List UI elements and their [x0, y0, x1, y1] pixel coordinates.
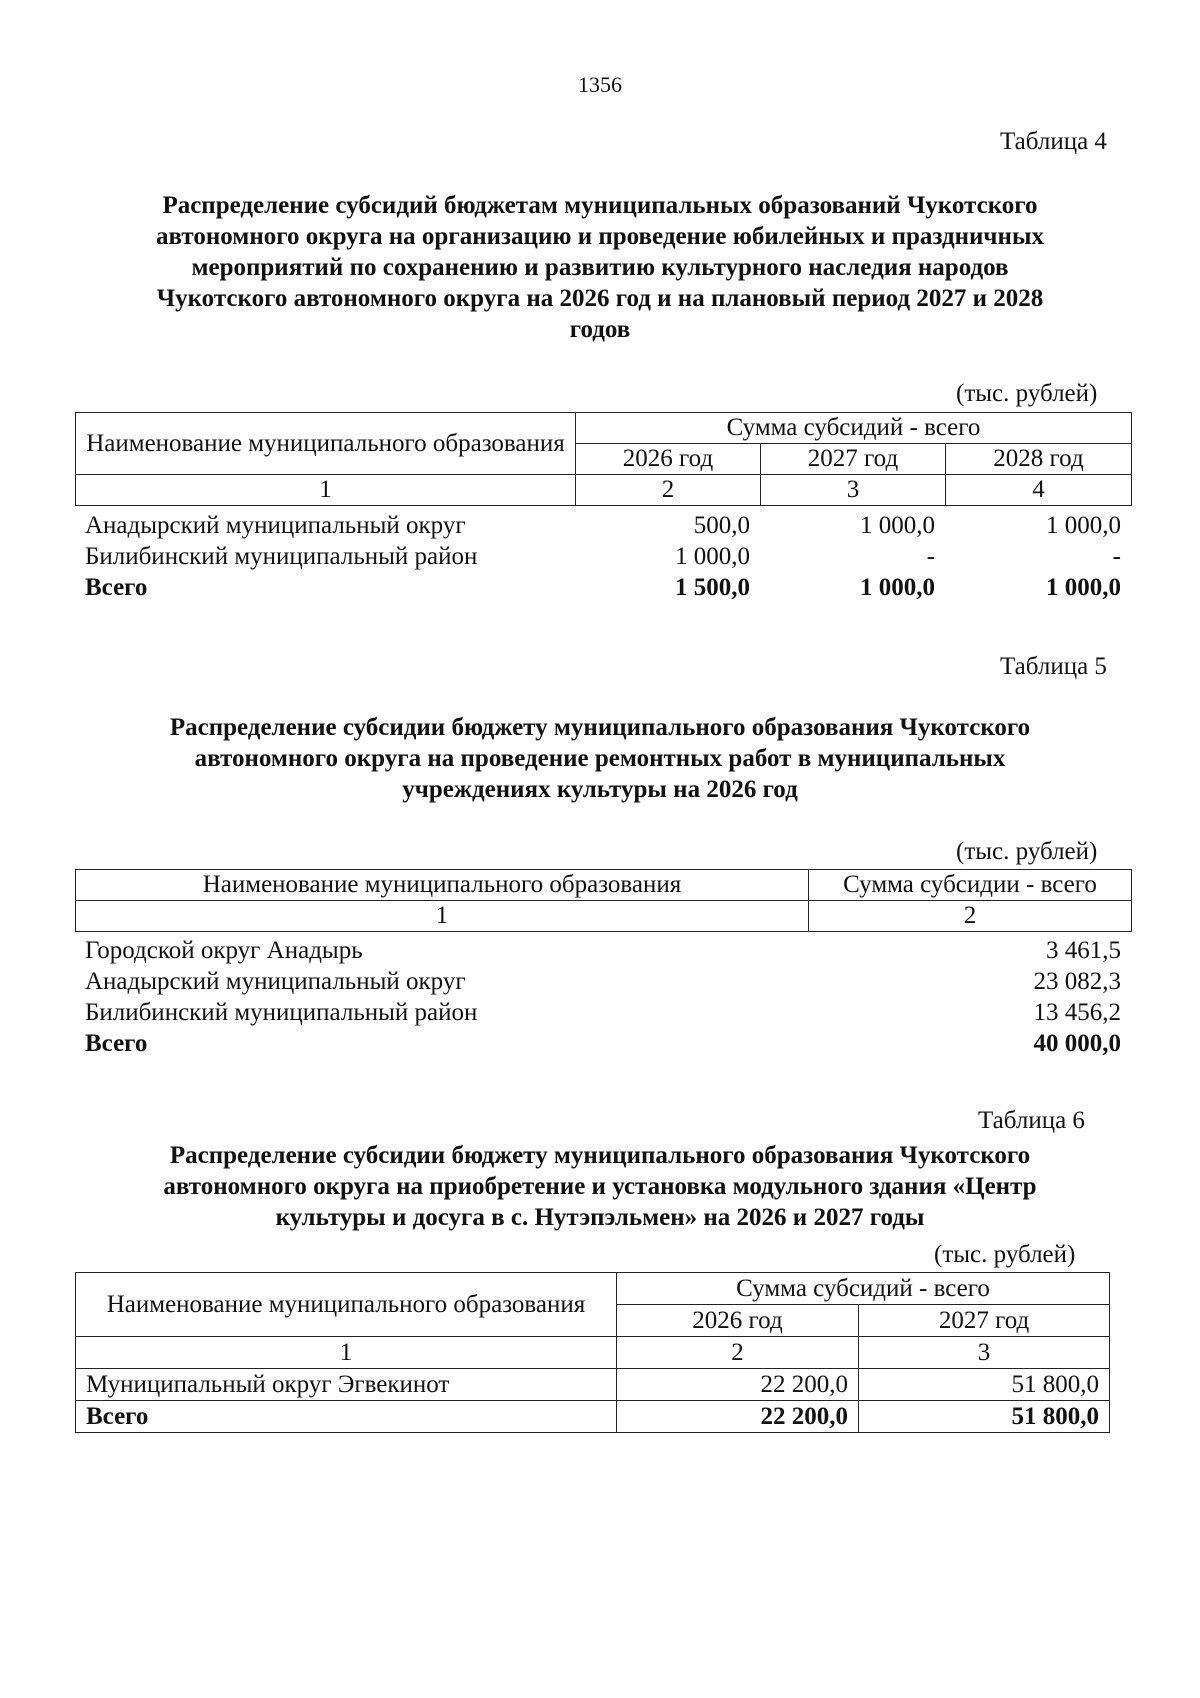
- column-header-year: 2027 год: [761, 444, 946, 475]
- table-4-title: Распределение субсидий бюджетам муниципальных образований Чукотского автономного округа на организацию и проведение юбилейных и праздничных мероприятий по сохранению и развитию культурного наследия народов Чукотского автономного округа на 2026 год и на плановый период 2027 и 2028 годов: [156, 192, 1044, 343]
- column-number: 4: [946, 475, 1132, 506]
- column-number: 3: [859, 1337, 1110, 1369]
- table-6-label: Таблица 6: [978, 1107, 1085, 1134]
- table-4-label: Таблица 4: [1000, 128, 1107, 155]
- table-6: [75, 1272, 1110, 1433]
- table-4-body: [75, 510, 1131, 603]
- total-row: Всего 40 000,0: [85, 1030, 1121, 1057]
- column-header-name: Наименование муниципального образования: [76, 1273, 617, 1337]
- table-row: Анадырский муниципальный округ 500,0 1 000,0 1 000,0: [85, 512, 1121, 539]
- table-5-label: Таблица 5: [1000, 653, 1107, 680]
- total-row: Всего 22 200,0 51 800,0: [76, 1401, 1110, 1433]
- table-4-unit: (тыс. рублей): [956, 380, 1098, 407]
- table-5-body: [75, 935, 1131, 1059]
- column-header-sum: Сумма субсидий - всего: [617, 1273, 1110, 1305]
- column-header-name: Наименование муниципального образования: [76, 870, 809, 901]
- table-5-title: Распределение субсидии бюджету муниципального образования Чукотского автономного округа на проведение ремонтных работ в муниципальных учреждениях культуры на 2026 год: [169, 714, 1031, 803]
- column-header-sum: Сумма субсидий - всего: [576, 413, 1132, 444]
- column-header-year: 2026 год: [617, 1305, 859, 1337]
- table-5-header: [75, 869, 1132, 932]
- column-number: 1: [76, 1337, 617, 1369]
- table-row: Муниципальный округ Эгвекинот 22 200,0 51 800,0: [76, 1369, 1110, 1401]
- table-6-title: Распределение субсидии бюджету муниципального образования Чукотского автономного округа на приобретение и установка модульного здания «Центр культуры и досуга в с. Нутэпэльмен» на 2026 и 2027 годы: [163, 1142, 1037, 1231]
- table-row: Анадырский муниципальный округ 23 082,3: [85, 968, 1121, 995]
- column-header-sum: Сумма субсидии - всего: [809, 870, 1132, 901]
- page-number: 1356: [578, 72, 622, 97]
- column-number: 2: [809, 901, 1132, 932]
- table-6-unit: (тыс. рублей): [934, 1241, 1076, 1268]
- table-row: Билибинский муниципальный район 13 456,2: [85, 999, 1121, 1026]
- table-row: Городской округ Анадырь 3 461,5: [85, 937, 1121, 964]
- table-row: Билибинский муниципальный район 1 000,0 - -: [85, 543, 1121, 570]
- column-header-year: 2028 год: [946, 444, 1132, 475]
- column-header-name: Наименование муниципального образования: [76, 413, 576, 475]
- table-5-unit: (тыс. рублей): [956, 838, 1098, 865]
- column-header-year: 2027 год: [859, 1305, 1110, 1337]
- column-number: 1: [76, 475, 576, 506]
- column-number: 3: [761, 475, 946, 506]
- column-number: 2: [617, 1337, 859, 1369]
- column-header-year: 2026 год: [576, 444, 761, 475]
- column-number: 2: [576, 475, 761, 506]
- total-row: Всего 1 500,0 1 000,0 1 000,0: [85, 574, 1121, 601]
- table-4-header: [75, 412, 1132, 506]
- column-number: 1: [76, 901, 809, 932]
